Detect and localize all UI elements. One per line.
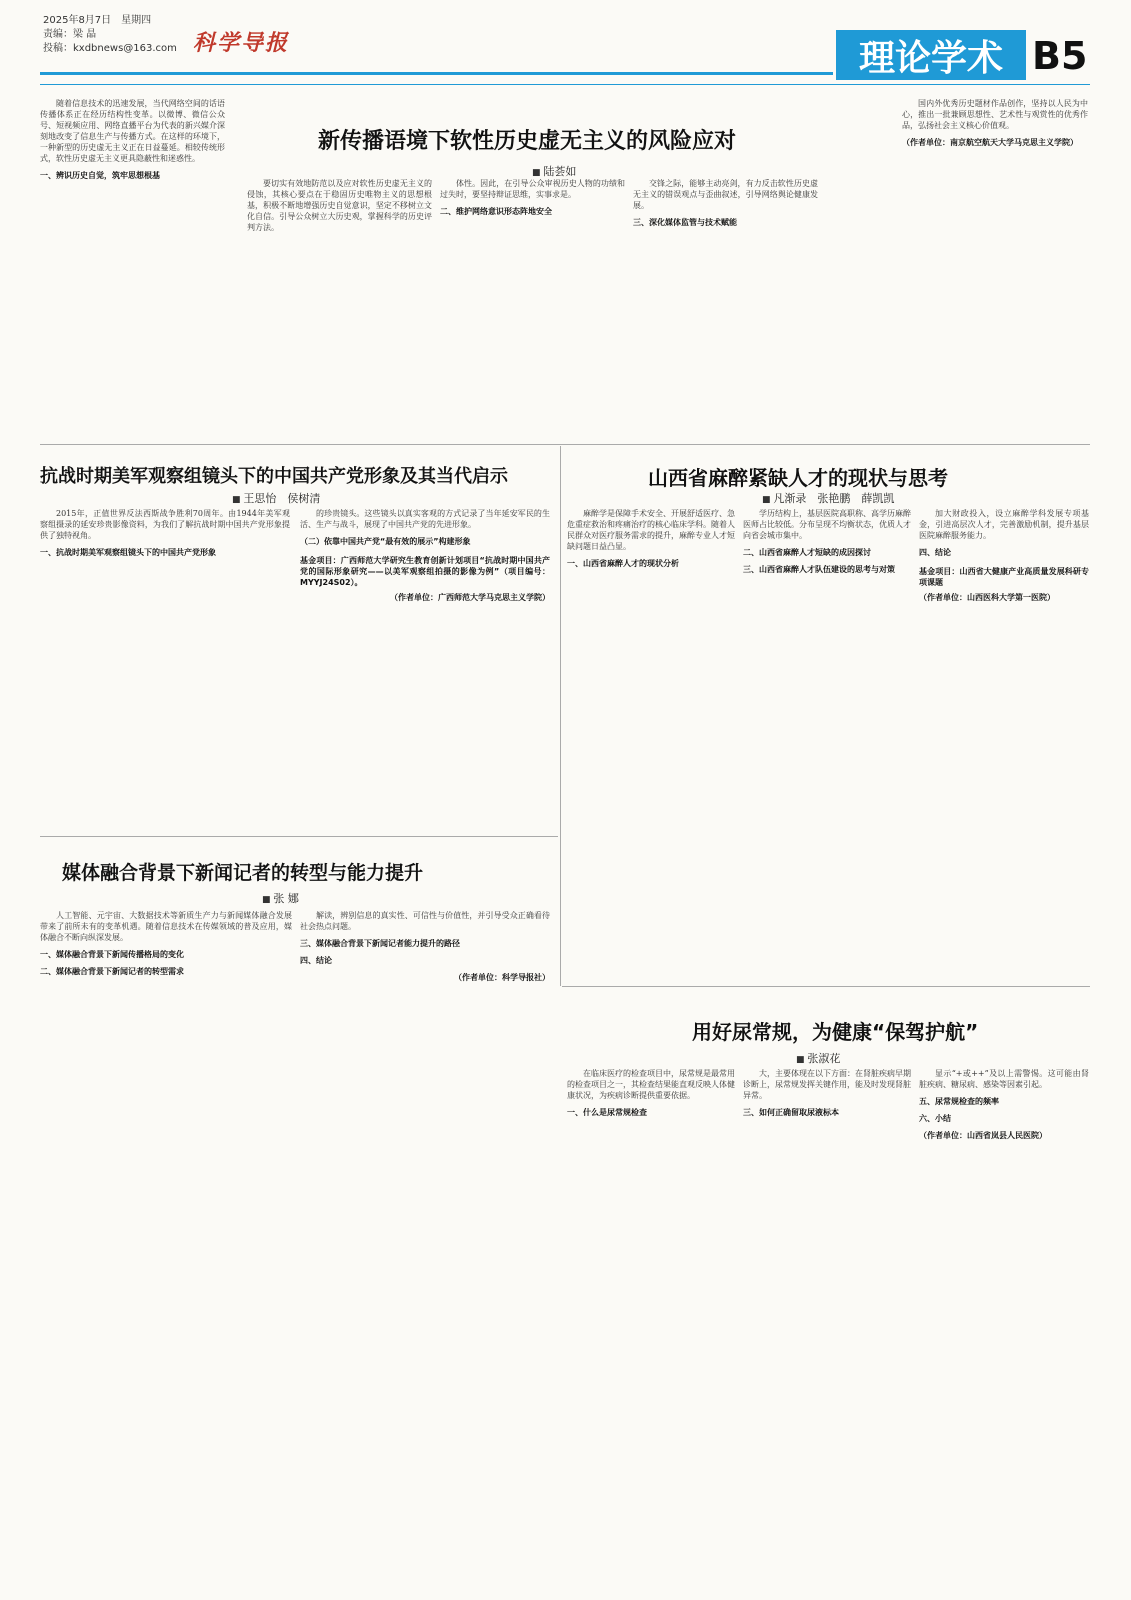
article2-col2: [300, 508, 550, 828]
article3-title: 山西省麻醉紧缺人才的现状与思考: [648, 466, 948, 490]
article1-col3: [440, 178, 625, 438]
article2-col1-heading: 一、抗战时期美军观察组镜头下的中国共产党形象: [40, 548, 216, 557]
header-rule: [40, 72, 833, 75]
article4-title: 媒体融合背景下新闻记者的转型与能力提升: [62, 862, 424, 884]
article3-col1-heading: 一、山西省麻醉人才的现状分析: [567, 559, 679, 568]
article1-affiliation: （作者单位：南京航空航天大学马克思主义学院）: [902, 138, 1078, 147]
article1-col5: [902, 98, 1088, 438]
article3-col3-text: 加大财政投入，设立麻醉学科发展专项基金，引进高层次人才，完善激励机制，提升基层医院麻醉服务能力。: [919, 509, 1089, 540]
article1-col1: [40, 98, 225, 438]
divider-vertical: [560, 446, 561, 986]
article5-title: 用好尿常规，为健康“保驾护航”: [692, 1020, 979, 1044]
article4-col1-heading2: 二、媒体融合背景下新闻记者的转型需求: [40, 967, 184, 976]
article4-col2-heading: 三、媒体融合背景下新闻记者能力提升的路径: [300, 939, 460, 948]
article1-col2-text: 要切实有效地防范以及应对软性历史虚无主义的侵蚀，其核心要点在于稳固历史唯物主义的思想根基，积极不断地增强历史自觉意识，坚定不移树立文化自信。引导公众树立大历史观，掌握科学的历史评判方法。: [247, 179, 432, 232]
article2-fund: 基金项目：广西师范大学研究生教育创新计划项目“抗战时期中国共产党的国际形象研究——以美军观察组拍摄的影像为例”（项目编号：MYYJ24S02）。: [300, 556, 550, 587]
article5-col2: [743, 1068, 911, 1586]
article5-col3: [919, 1068, 1089, 1586]
divider-3: [562, 986, 1090, 987]
article3-authors: ■ 凡渐录 张艳鹏 薛凯凯: [762, 490, 894, 506]
email-line: 投稿：kxdbnews@163.com: [43, 43, 177, 54]
article3-col2-heading2: 三、山西省麻醉人才队伍建设的思考与对策: [743, 565, 895, 574]
article4-col2-text: 解读，辨别信息的真实性、可信性与价值性，并引导受众正确看待社会热点问题。: [300, 911, 550, 931]
article3-col1-text: 麻醉学是保障手术安全、开展舒适医疗、急危重症救治和疼痛治疗的核心临床学科。随着人民群众对医疗服务需求的提升，麻醉专业人才短缺问题日益凸显。: [567, 509, 735, 551]
article1-col4-text: 交锋之际，能够主动亮剑，有力反击软性历史虚无主义的错误观点与歪曲叙述，引导网络舆论健康发展。: [633, 179, 818, 210]
article1-col2: [247, 178, 432, 438]
article4-affiliation: （作者单位：科学导报社）: [454, 973, 550, 982]
page-number: B5: [1032, 34, 1088, 78]
article1-col1-heading: 一、辨识历史自觉，筑牢思想根基: [40, 171, 160, 180]
article5-col3-heading: 五、尿常规检查的频率: [919, 1097, 999, 1106]
article1-title: 新传播语境下软性历史虚无主义的风险应对: [318, 129, 737, 154]
article3-affiliation: （作者单位：山西医科大学第一医院）: [919, 593, 1055, 602]
article5-author: ■ 张淑花: [796, 1050, 840, 1066]
article2-title: 抗战时期美军观察组镜头下的中国共产党形象及其当代启示: [40, 466, 508, 487]
article2-col1: [40, 508, 290, 828]
divider-1: [40, 444, 1090, 445]
article5-col2-heading: 三、如何正确留取尿液标本: [743, 1108, 839, 1117]
article3-col3: [919, 508, 1089, 983]
article1-col4-heading: 三、深化媒体监管与技术赋能: [633, 218, 737, 227]
article1-col5-text: 国内外优秀历史题材作品创作，坚持以人民为中心，推出一批兼顾思想性、艺术性与观赏性的优秀作品，弘扬社会主义核心价值观。: [902, 99, 1088, 130]
masthead-logo: 科学导报: [193, 30, 290, 56]
article5-col1-text: 在临床医疗的检查项目中，尿常规是最常用的检查项目之一，其检查结果能直观反映人体健康状况，为疾病诊断提供重要依据。: [567, 1069, 735, 1100]
article5-col1-heading: 一、什么是尿常规检查: [567, 1108, 647, 1117]
article2-affiliation: （作者单位：广西师范大学马克思主义学院）: [390, 593, 550, 602]
article4-col2: [300, 910, 550, 1586]
header-meta: [43, 14, 177, 56]
article1-col3-text: 体性。因此，在引导公众审视历史人物的功绩和过失时，要坚持辩证思维，实事求是。: [440, 179, 625, 199]
article4-col1-heading: 一、媒体融合背景下新闻传播格局的变化: [40, 950, 184, 959]
article5-col1: [567, 1068, 735, 1586]
article3-col2: [743, 508, 911, 983]
issue-date: 2025年8月7日 星期四: [43, 15, 152, 26]
article4-author: ■ 张 娜: [262, 890, 299, 906]
header-rule-bottom: [40, 84, 1090, 85]
article2-col2-text: 的珍贵镜头。这些镜头以真实客观的方式记录了当年延安军民的生活、生产与战斗，展现了中国共产党的先进形象。: [300, 509, 550, 529]
article4-col2-heading2: 四、结论: [300, 956, 332, 965]
section-banner: 理论学术: [836, 30, 1026, 80]
article1-col1-text: 随着信息技术的迅速发展，当代网络空间的话语传播体系正在经历结构性变革。以微博、微信公众号、短视频应用、网络直播平台为代表的新兴媒介深刻地改变了信息生产与传播方式。在这样的环境下，一种新型的历史虚无主义正在日益蔓延。相较传统形式，软性历史虚无主义更具隐蔽性和迷惑性。: [40, 99, 225, 163]
article2-col2-heading: （二）依靠中国共产党“最有效的展示”构建形象: [300, 537, 471, 546]
article3-col3-heading: 四、结论: [919, 548, 951, 557]
article5-affiliation: （作者单位：山西省岚县人民医院）: [919, 1131, 1047, 1140]
article1-col3-heading: 二、维护网络意识形态阵地安全: [440, 207, 552, 216]
article3-col2-text: 学历结构上，基层医院高职称、高学历麻醉医师占比较低。分布呈现不均衡状态，优质人才向省会城市集中。: [743, 509, 911, 540]
article4-col1: [40, 910, 292, 1586]
article3-col1: [567, 508, 735, 983]
article5-col2-text: 大，主要体现在以下方面：在肾脏疾病早期诊断上，尿常规发挥关键作用，能及时发现肾脏异常。: [743, 1069, 911, 1100]
article2-authors: ■ 王思怡 侯树清: [232, 490, 320, 506]
divider-2: [40, 836, 558, 837]
article1-author: ■ 陆荟如: [532, 163, 576, 179]
article5-col3-heading2: 六、小结: [919, 1114, 951, 1123]
article2-col1-text: 2015年，正值世界反法西斯战争胜利70周年。由1944年美军观察组摄录的延安珍贵影像资料，为我们了解抗战时期中国共产党形象提供了独特视角。: [40, 509, 290, 540]
editor-line: 责编：梁 晶: [43, 29, 97, 40]
article5-col3-text: 显示“+或++”及以上需警惕。这可能由肾脏疾病、糖尿病、感染等因素引起。: [919, 1069, 1089, 1089]
article3-fund: 基金项目：山西省大健康产业高质量发展科研专项课题: [919, 567, 1089, 587]
article4-col1-text: 人工智能、元宇宙、大数据技术等新质生产力与新闻媒体融合发展带来了前所未有的变革机遇。随着信息技术在传媒领域的普及应用，媒体融合不断向纵深发展。: [40, 911, 292, 942]
article3-col2-heading: 二、山西省麻醉人才短缺的成因探讨: [743, 548, 871, 557]
article1-col4: [633, 178, 818, 438]
